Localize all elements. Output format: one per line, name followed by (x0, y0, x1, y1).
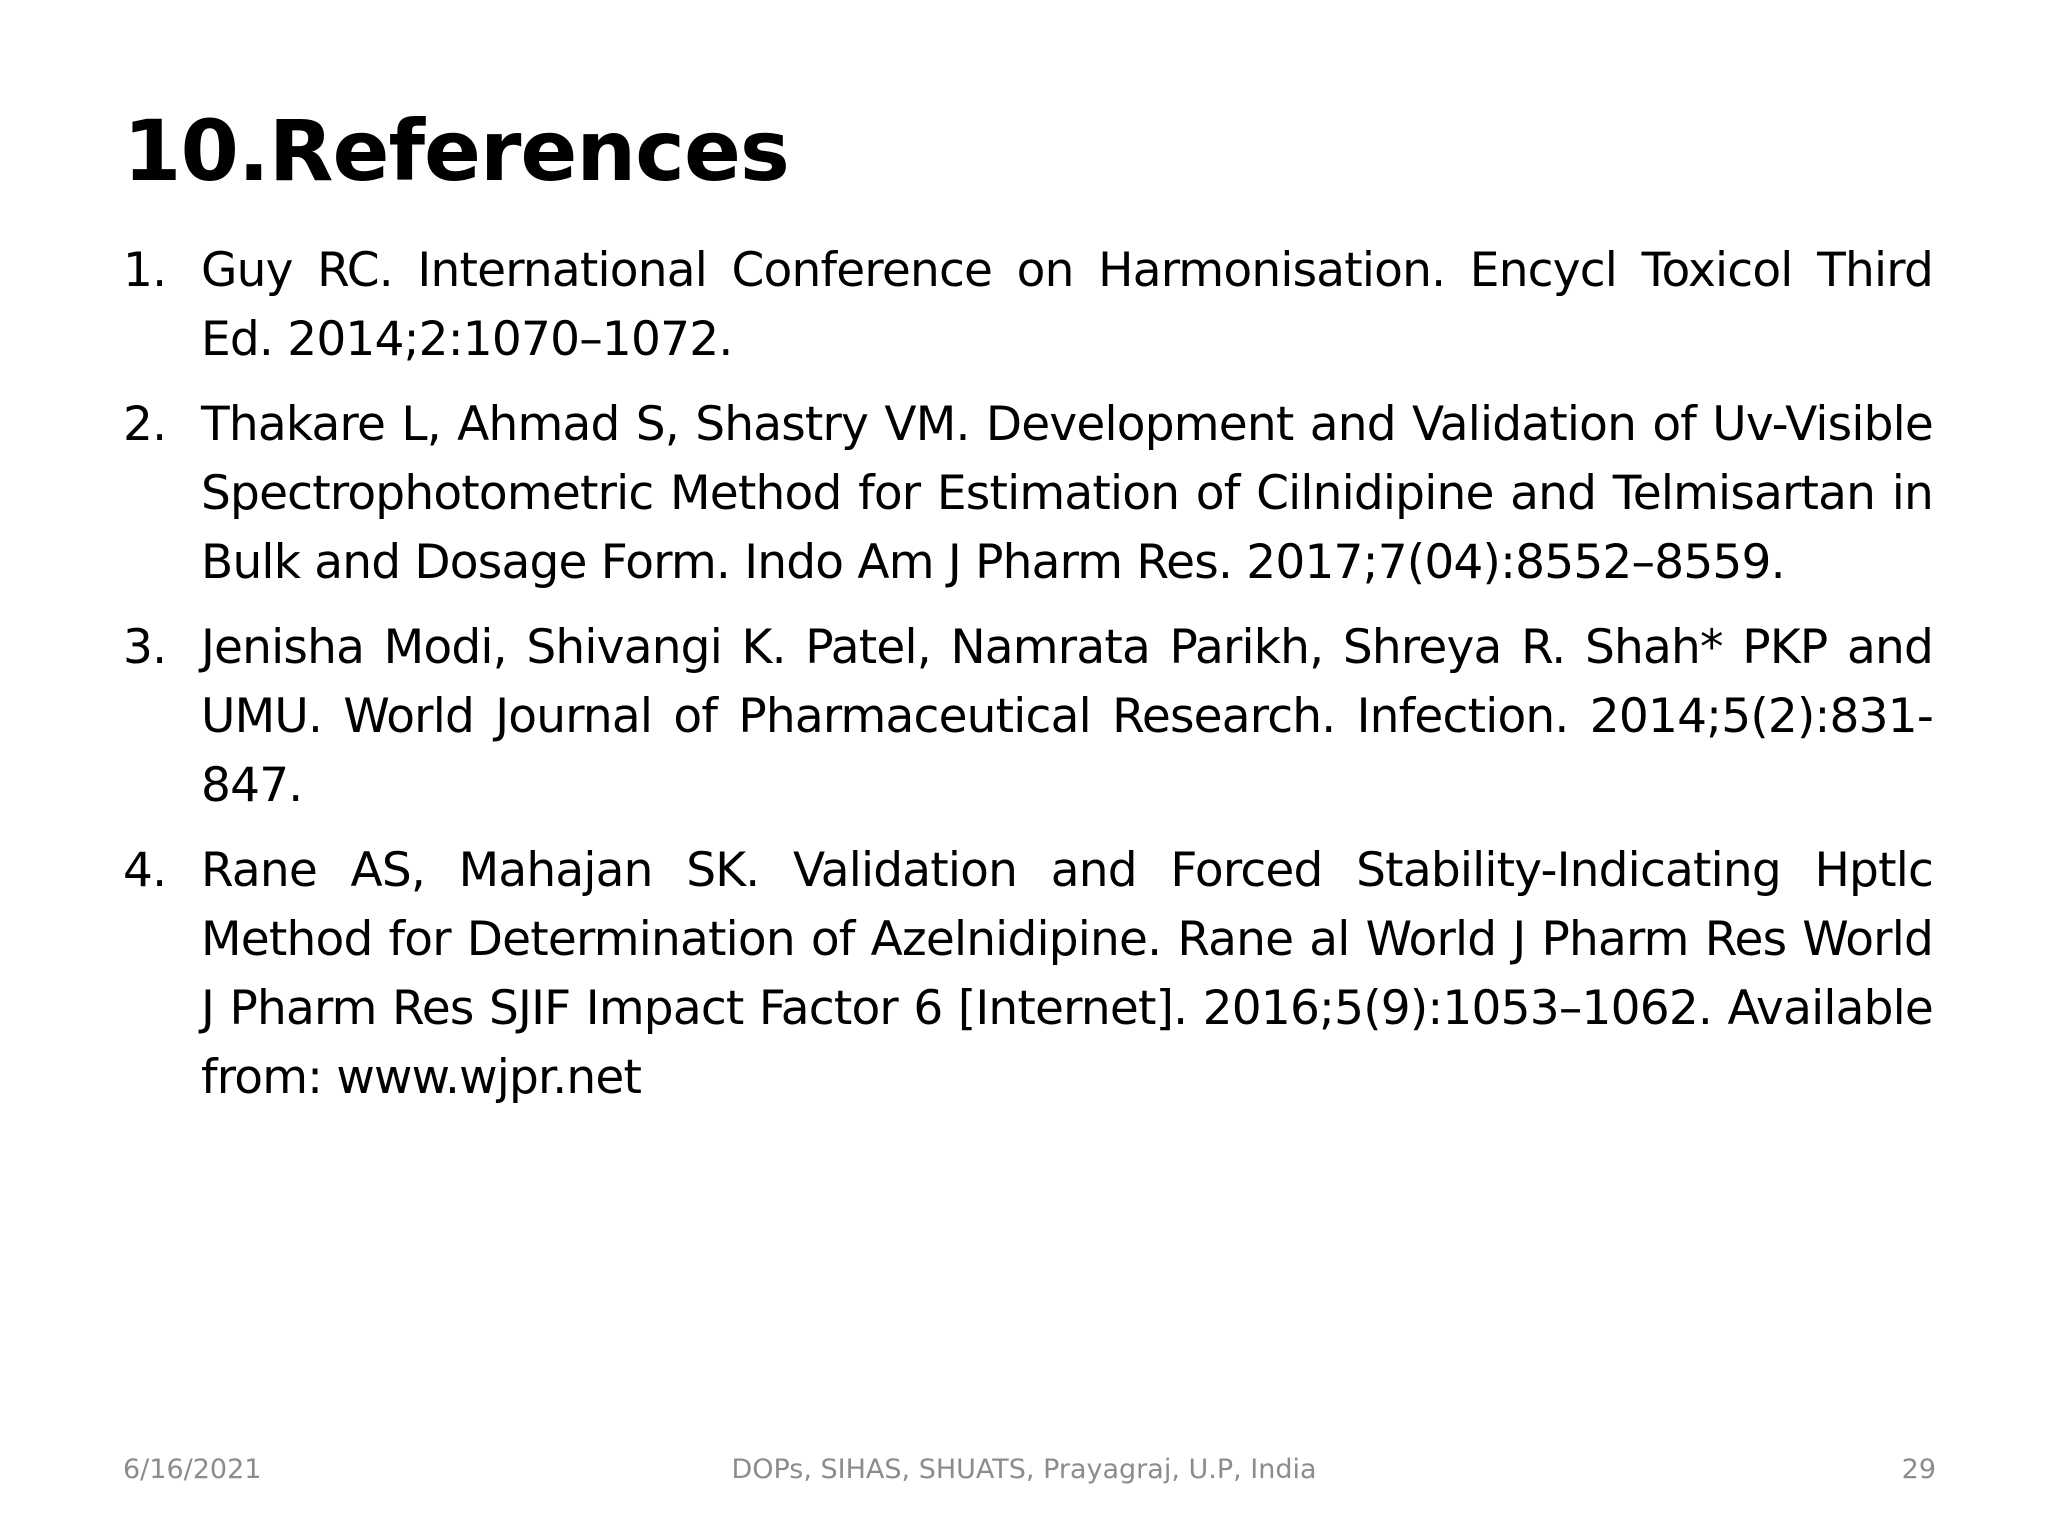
reference-text: Guy RC. International Conference on Harmonisation. Encycl Toxicol Third Ed. 2014;2:1070–1072. (201, 243, 1933, 367)
slide-title: 10.References (123, 102, 789, 200)
reference-item (123, 390, 1933, 597)
reference-number: 2. (123, 397, 167, 452)
reference-item (123, 836, 1933, 1112)
footer-page-number: 29 (1901, 1454, 1936, 1485)
reference-text: Rane AS, Mahajan SK. Validation and Forced Stability-Indicating Hptlc Method for Determination of Azelnidipine. Rane al World J Pharm Res World J Pharm Res SJIF Impact Factor 6 [Internet]. 2016;5(9):1053–1062. Available from: www.wjpr.net (201, 843, 1933, 1105)
reference-text: Jenisha Modi, Shivangi K. Patel, Namrata Parikh, Shreya R. Shah* PKP and UMU. World Journal of Pharmaceutical Research. Infection. 2014;5(2):831-847. (201, 620, 1933, 813)
reference-number: 4. (123, 843, 167, 898)
reference-list (123, 236, 1933, 1128)
footer-organization: DOPs, SIHAS, SHUATS, Prayagraj, U.P, India (731, 1454, 1317, 1485)
reference-number: 3. (123, 620, 167, 675)
reference-text: Thakare L, Ahmad S, Shastry VM. Development and Validation of Uv-Visible Spectrophotometric Method for Estimation of Cilnidipine and Telmisartan in Bulk and Dosage Form. Indo Am J Pharm Res. 2017;7(04):8552–8559. (201, 397, 1933, 590)
reference-item (123, 613, 1933, 820)
reference-item (123, 236, 1933, 374)
reference-number: 1. (123, 243, 167, 298)
footer-date: 6/16/2021 (123, 1454, 262, 1485)
